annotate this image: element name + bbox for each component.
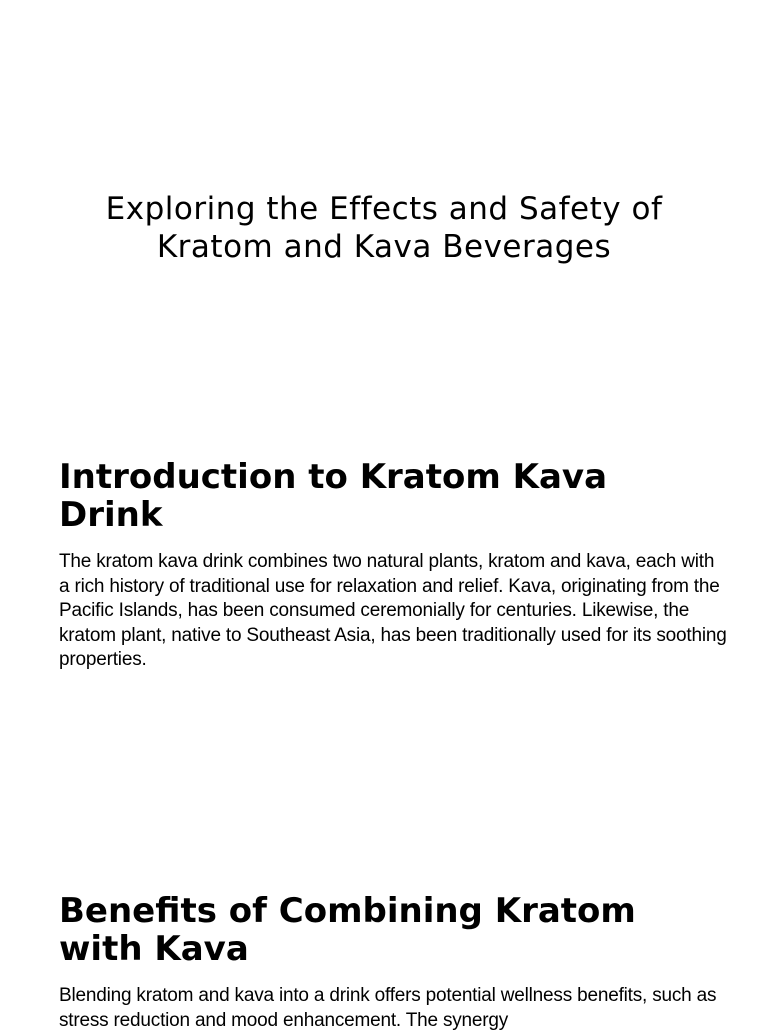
section-heading-introduction: Introduction to Kratom Kava Drink [59, 457, 608, 535]
section-body-introduction: The kratom kava drink combines two natural plants, kratom and kava, each with a rich history of traditional use for relaxation and relief. Kava, originating from the Pacific Islands, has been consumed ceremonially for centuries. Likewise, the kratom plant, native to Southeast Asia, has been traditionally used for its soothing properties. [59, 551, 727, 670]
section-heading-benefits: Benefits of Combining Kratom with Kava [59, 891, 636, 969]
document-title: Exploring the Effects and Safety of Kratom and Kava Beverages [105, 191, 663, 265]
section-body-benefits: Blending kratom and kava into a drink offers potential wellness benefits, such as stress reduction and mood enhancement. The synergy [59, 985, 717, 1031]
